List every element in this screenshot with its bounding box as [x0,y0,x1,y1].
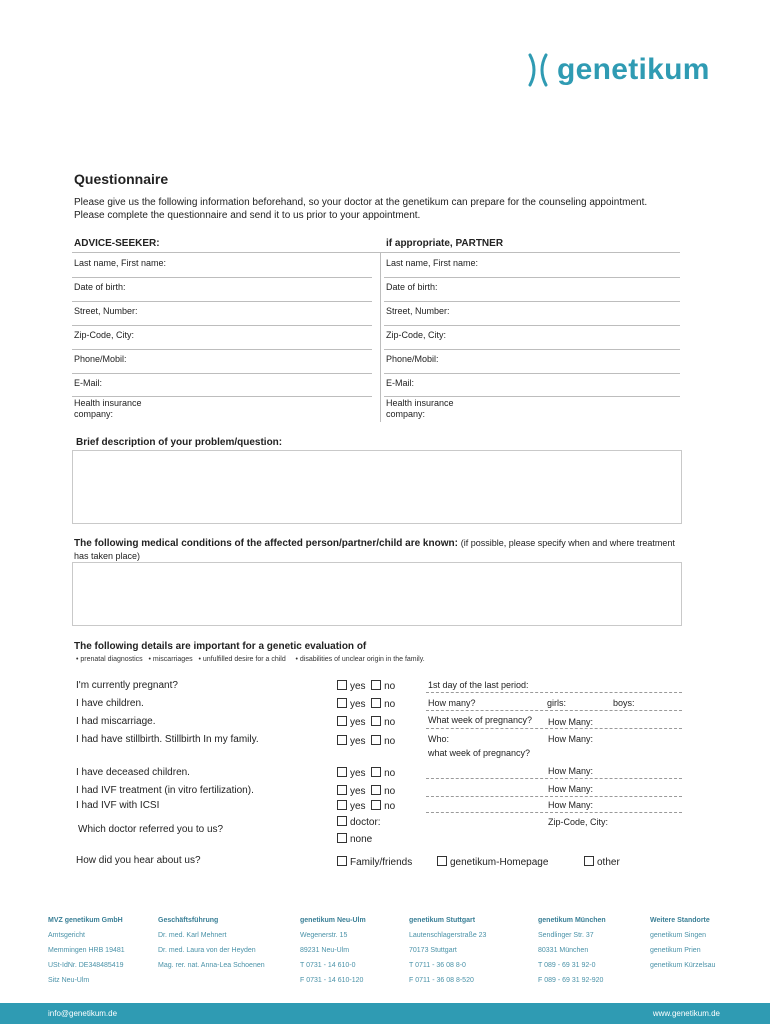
family-checkbox[interactable] [337,856,347,866]
yes-no-children [337,698,395,710]
footer-line: Dr. med. Laura von der Heyden [158,947,256,954]
stillbirth-week-field[interactable]: what week of pregnancy? [428,748,531,758]
genetikum-logo [525,50,710,90]
question-children: I have children. [76,698,144,709]
bullet-item: miscarriages [152,656,193,663]
genetic-bullets [76,656,676,663]
miscarriage-how-many-field[interactable]: How Many: [548,717,594,727]
footer-line: F 089 - 69 31 92-920 [538,977,604,984]
yes-no-pregnant [337,680,395,692]
deceased-how-many-field[interactable]: How Many: [548,766,594,776]
yes-checkbox[interactable] [337,735,347,745]
medical-conditions-box[interactable] [72,562,682,626]
doctor-label: doctor: [350,817,381,828]
yes-checkbox[interactable] [337,680,347,690]
yes-label: yes [350,736,366,747]
footer-line: F 0711 - 36 08 8-520 [409,977,474,984]
yes-no-deceased [337,767,395,779]
brand-name: genetikum [557,53,710,86]
footer-line: USt-IdNr. DE348485419 [48,962,124,969]
family-label: Family/friends [350,857,413,868]
footer-line: T 089 - 69 31 92-0 [538,962,596,969]
question-pregnant: I'm currently pregnant? [76,680,178,691]
bullet-icon: • [295,656,298,663]
footer-line: F 0731 - 14 610-120 [300,977,364,984]
no-label: no [384,717,396,728]
yes-label: yes [350,681,366,692]
no-label: no [384,699,396,710]
referral-zip-field[interactable]: Zip-Code, City: [548,817,609,827]
no-label: no [384,786,396,797]
hear-family-option [337,856,412,868]
yes-checkbox[interactable] [337,767,347,777]
seeker-street-field[interactable]: Street, Number: [74,306,138,316]
no-checkbox[interactable] [371,767,381,777]
no-label: no [384,768,396,779]
girls-field[interactable]: girls: [547,698,567,708]
footer-neu-ulm [300,913,366,988]
medical-heading: The following medical conditions of the affected person/partner/child are known: [74,538,458,549]
genetic-heading: The following details are important for a genetic evaluation of [74,641,367,652]
footer-line: genetikum Prien [650,947,701,954]
homepage-label: genetikum-Homepage [450,857,549,868]
yes-checkbox[interactable] [337,698,347,708]
intro-text: Please give us the following information beforehand, so your doctor at the genetikum can prepare for the counseling appointment. Please complete the questionnaire and send it to us prior to your appointment. [74,197,648,221]
footer-line: MVZ genetikum GmbH [48,917,123,924]
footer-line: Lautenschlagerstraße 23 [409,932,487,939]
no-label: no [384,801,396,812]
yes-checkbox[interactable] [337,785,347,795]
yes-no-miscarriage [337,716,395,728]
bullet-icon: • [76,656,79,663]
footer-email-link[interactable]: info@genetikum.de [48,1009,118,1018]
footer-stuttgart [409,913,486,988]
footer-line: T 0711 - 36 08 8-0 [409,962,466,969]
stillbirth-how-many-field[interactable]: How Many: [548,734,594,744]
yes-label: yes [350,801,366,812]
miscarriage-week-field[interactable]: What week of pregnancy? [428,715,533,725]
children-how-many-field[interactable]: How many? [428,698,476,708]
footer-line: genetikum München [538,917,606,924]
footer-line: Wegenerstr. 15 [300,932,348,939]
partner-street-field[interactable]: Street, Number: [386,306,450,316]
referral-doctor-option [337,816,381,828]
footer-line: Dr. med. Karl Mehnert [158,932,227,939]
bullet-item: prenatal diagnostics [80,656,143,663]
footer-line: Amtsgericht [48,932,85,939]
bullet-item: disabilities of unclear origin in the family. [299,656,425,663]
footer-line: Memmingen HRB 19481 [48,947,125,954]
footer-line: Geschäftsführung [158,917,219,924]
ivf-how-many-field[interactable]: How Many: [548,784,594,794]
hear-homepage-option [437,856,548,868]
seeker-dob-field[interactable]: Date of birth: [74,282,126,292]
genetikum-mark-icon [525,53,551,87]
footer-muenchen [538,913,606,988]
footer-management [158,913,265,973]
bullet-icon: • [198,656,201,663]
brief-description-heading: Brief description of your problem/question: [76,437,283,448]
other-label: other [597,857,620,868]
boys-field[interactable]: boys: [613,698,635,708]
footer-line: Sitz Neu-Ulm [48,977,90,984]
footer-locations [650,913,715,973]
icsi-how-many-field[interactable]: How Many: [548,800,594,810]
yes-label: yes [350,768,366,779]
footer-line: 70173 Stuttgart [409,947,457,954]
question-stillbirth: I had have stillbirth. Stillbirth In my family. [76,734,259,745]
footer-line: genetikum Kürzelsau [650,962,716,969]
footer-line: genetikum Neu-Ulm [300,917,366,924]
homepage-checkbox[interactable] [437,856,447,866]
yes-no-ivf [337,785,395,797]
yes-label: yes [350,717,366,728]
question-icsi: I had IVF with ICSI [76,800,160,811]
referral-none-option [337,833,372,845]
none-checkbox[interactable] [337,833,347,843]
yes-checkbox[interactable] [337,716,347,726]
footer-line: T 0731 - 14 610-0 [300,962,356,969]
yes-label: yes [350,699,366,710]
partner-insurance-field[interactable]: Health insurance company: [386,398,454,419]
hear-other-option [584,856,620,868]
yes-no-stillbirth [337,735,395,747]
question-miscarriage: I had miscarriage. [76,716,156,727]
footer-line: genetikum Singen [650,932,707,939]
advice-seeker-heading: ADVICE-SEEKER: [74,238,160,249]
yes-label: yes [350,786,366,797]
hear-question: How did you hear about us? [76,855,201,866]
yes-no-icsi [337,800,395,812]
stillbirth-who-field[interactable]: Who: [428,734,450,744]
seeker-insurance-field[interactable]: Health insurance company: [74,398,142,419]
bullet-icon: • [148,656,151,663]
partner-dob-field[interactable]: Date of birth: [386,282,438,292]
no-label: no [384,736,396,747]
footer-line: 80331 München [538,947,589,954]
partner-heading: if appropriate, PARTNER [386,238,504,249]
footer-line: Weitere Standorte [650,917,710,924]
no-checkbox[interactable] [371,716,381,726]
question-deceased: I have deceased children. [76,767,190,778]
other-checkbox[interactable] [584,856,594,866]
seeker-zip-field[interactable]: Zip-Code, City: [74,330,135,340]
partner-zip-field[interactable]: Zip-Code, City: [386,330,447,340]
footer-web-link[interactable]: www.genetikum.de [652,1009,720,1018]
footer-line: 89231 Neu-Ulm [300,947,350,954]
seeker-email-field[interactable]: E-Mail: [74,378,103,388]
bullet-item: unfulfilled desire for a child [202,656,286,663]
no-checkbox[interactable] [371,698,381,708]
medical-conditions-text [74,537,682,563]
seeker-phone-field[interactable]: Phone/Mobil: [74,354,127,364]
question-ivf: I had IVF treatment (in vitro fertilization). [76,785,254,796]
no-label: no [384,681,396,692]
no-checkbox[interactable] [371,800,381,810]
referral-question: Which doctor referred you to us? [78,824,224,835]
page-title: Questionnaire [74,171,169,187]
footer-company [48,913,125,988]
footer-line: genetikum Stuttgart [409,917,476,924]
seeker-name-field[interactable]: Last name, First name: [74,258,167,268]
footer-line: Sendlinger Str. 37 [538,932,594,939]
partner-name-field[interactable]: Last name, First name: [386,258,479,268]
partner-phone-field[interactable]: Phone/Mobil: [386,354,439,364]
medical-note: (if possible, please specify when and where treatment has taken place) [74,538,675,561]
footer-bar [0,1003,770,1024]
brief-description-box[interactable] [72,450,682,524]
yes-checkbox[interactable] [337,800,347,810]
partner-email-field[interactable]: E-Mail: [386,378,415,388]
no-checkbox[interactable] [371,735,381,745]
no-checkbox[interactable] [371,785,381,795]
doctor-checkbox[interactable] [337,816,347,826]
last-period-field[interactable]: 1st day of the last period: [428,680,529,690]
none-label: none [350,834,373,845]
footer-line: Mag. rer. nat. Anna-Lea Schoenen [158,962,265,969]
no-checkbox[interactable] [371,680,381,690]
